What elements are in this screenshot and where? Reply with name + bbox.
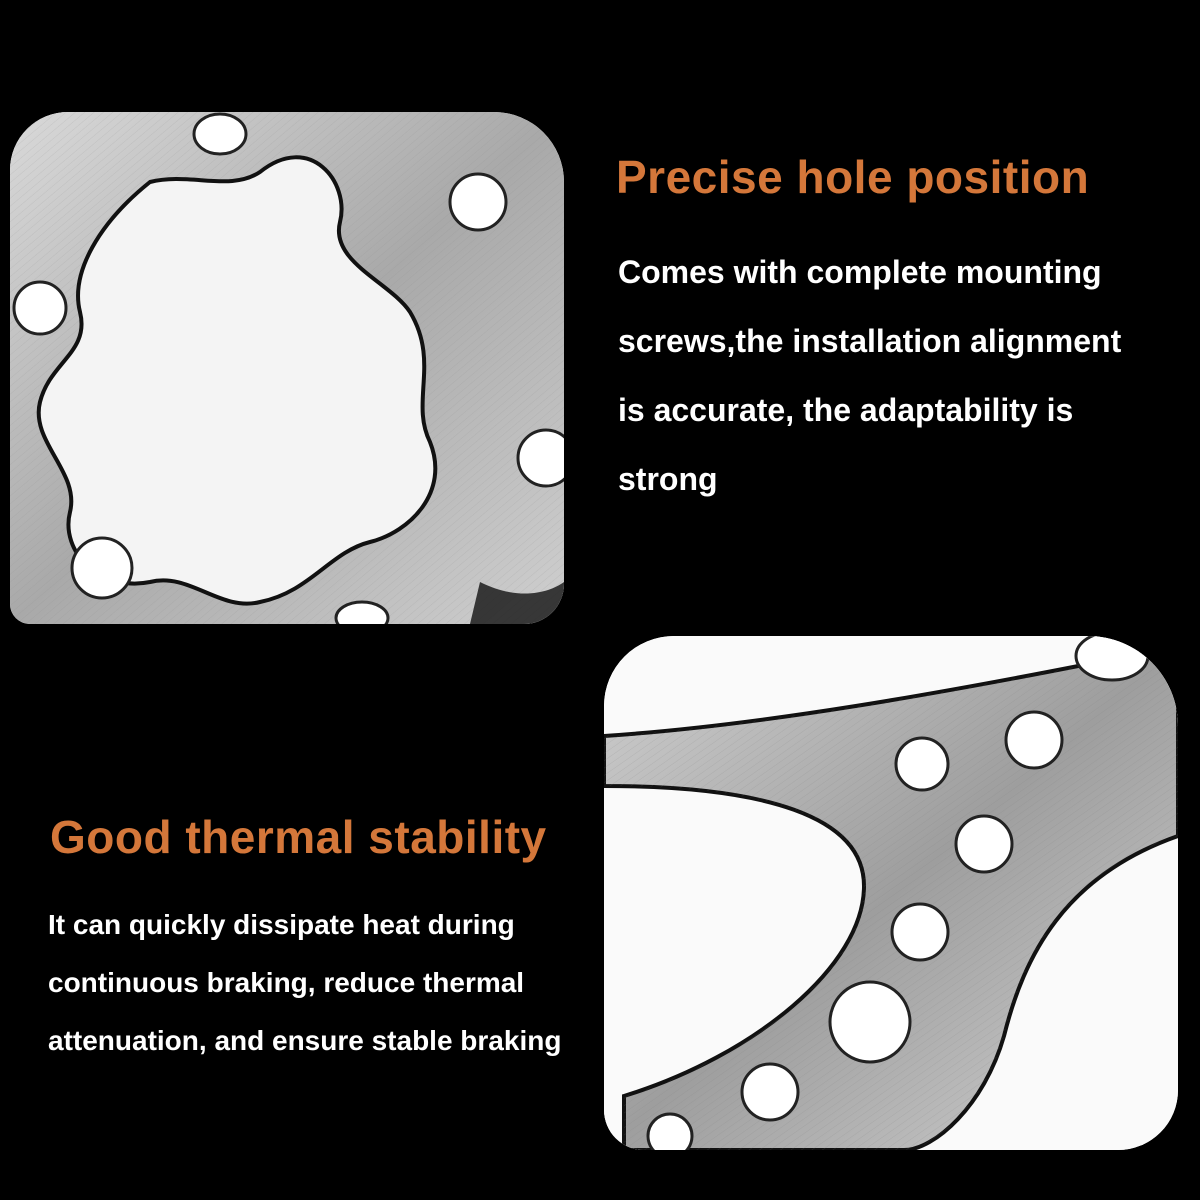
description-good-thermal-stability: [48, 896, 561, 1070]
heading-precise-hole-position: Precise hole position: [616, 151, 1090, 203]
description-precise-hole-position: [618, 238, 1121, 514]
description-line: Comes with complete mounting: [618, 254, 1102, 290]
description-line: strong: [618, 461, 718, 497]
description-line: attenuation, and ensure stable braking: [48, 1025, 562, 1056]
rotor-hub-photo: [10, 112, 564, 624]
description-line: is accurate, the adaptability is: [618, 392, 1074, 428]
rotor-vent-photo: [604, 636, 1178, 1150]
description-line: It can quickly dissipate heat during: [48, 909, 515, 940]
description-line: continuous braking, reduce thermal: [48, 967, 525, 998]
heading-good-thermal-stability: Good thermal stability: [50, 811, 547, 863]
description-line: screws,the installation alignment: [618, 323, 1122, 359]
